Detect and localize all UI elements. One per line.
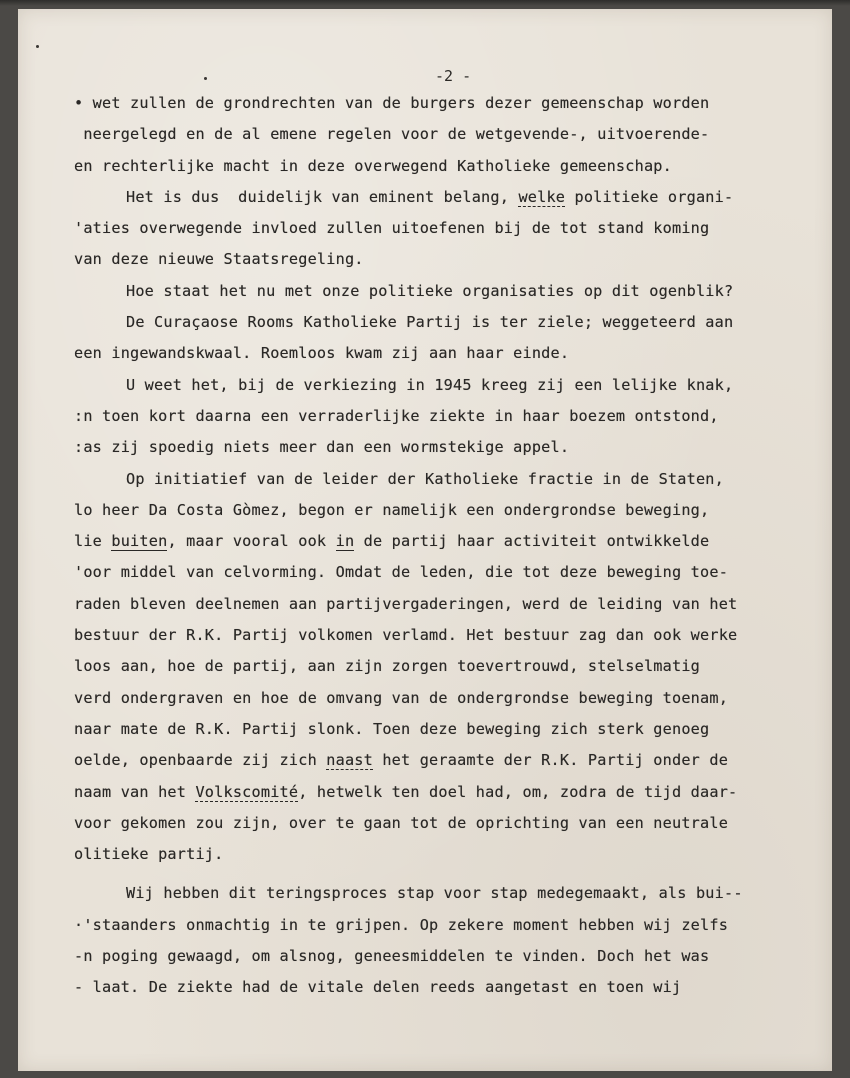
text-segment: • wet zullen de grondrechten van de burgers dezer gemeenschap worden [74,94,710,112]
text-segment: oelde, openbaarde zij zich [74,751,327,770]
text-segment: olitieke partij. [74,845,224,864]
text-line [74,182,774,213]
text-line [74,88,774,119]
text-line [74,972,774,1003]
text-segment: loos aan, hoe de partij, aan zijn zorgen toevertrouwd, stelselmatig [74,657,701,676]
text-segment: Op initiatief van de leider der Katholieke fractie in de Staten, [126,469,724,488]
text-segment: 'aties overwegende invloed zullen uitoefenen bij de tot stand koming [74,219,710,238]
text-line [74,464,774,495]
document-body [74,88,774,1004]
text-line [74,683,774,714]
text-segment: Hoe staat het nu met onze politieke organisaties op dit ogenblik? [126,281,734,300]
underlined-word: buiten [111,532,168,551]
text-line [74,745,774,776]
text-segment: U weet het, bij de verkiezing in 1945 kreeg zij een lelijke knak, [126,375,734,394]
text-segment: verd ondergraven en hoe de omvang van de ondergrondse beweging toenam, [74,688,729,707]
underlined-word: in [335,532,355,551]
text-line [74,213,774,244]
text-line [74,526,774,557]
text-line [74,276,774,307]
text-line [74,878,774,909]
text-line [74,651,774,682]
text-line [74,808,774,839]
text-segment: het geraamte der R.K. Partij onder de [373,751,729,770]
text-line [74,589,774,620]
text-segment: voor gekomen zou zijn, over te gaan tot de oprichting van een neutrale [74,813,729,832]
text-line [74,910,774,941]
text-line [74,839,774,870]
text-line [74,119,774,150]
text-segment: raden bleven deelnemen aan partijvergaderingen, werd de leiding van het [74,594,738,613]
text-line [74,620,774,651]
text-segment: -n poging gewaagd, om alsnog, geneesmiddelen te vinden. Doch het was [74,947,710,966]
text-line [74,941,774,972]
text-segment: Het is dus duidelijk van eminent belang, [126,187,519,206]
text-segment: neergelegd en de al emene regelen voor de wetgevende-, uitvoerende- [74,125,710,144]
text-line [74,777,774,808]
text-segment: , maar vooral ook [167,532,336,551]
text-segment: 'oor middel van celvorming. Omdat de leden, die tot deze beweging toe- [74,563,729,582]
text-segment: naar mate de R.K. Partij slonk. Toen deze beweging zich sterk genoeg [74,719,710,738]
text-segment: een ingewandskwaal. Roemloos kwam zij aan haar einde. [74,344,570,363]
text-segment: bestuur der R.K. Partij volkomen verlamd. Het bestuur zag dan ook werke [74,626,738,645]
text-line [74,370,774,401]
text-segment: en rechterlijke macht in deze overwegend Katholieke gemeenschap. [74,156,672,175]
text-segment: Wij hebben dit teringsproces stap voor stap medegemaakt, als bui-- [126,884,743,903]
text-line [74,401,774,432]
text-line [74,244,774,275]
text-segment: lie [74,532,112,551]
text-segment: van deze nieuwe Staatsregeling. [74,250,364,269]
text-line [74,338,774,369]
text-segment: de partij haar activiteit ontwikkelde [354,532,710,551]
text-segment: De Curaçaose Rooms Katholieke Partij is ter ziele; weggeteerd aan [126,313,734,332]
underlined-word: welke [518,187,566,206]
text-line [74,432,774,463]
text-line [74,714,774,745]
underlined-word: Volkscomité [195,782,299,801]
text-segment: :as zij spoedig niets meer dan een wormstekige appel. [74,438,570,457]
text-segment: :n toen kort daarna een verraderlijke ziekte in haar boezem ontstond, [74,406,719,425]
text-line [74,151,774,182]
text-segment: naam van het [74,782,196,801]
text-segment: - laat. De ziekte had de vitale delen reeds aangetast en toen wij [74,978,682,997]
text-line [74,495,774,526]
paragraph-gap [74,870,774,878]
text-segment: lo heer Da Costa Gòmez, begon er namelijk een ondergrondse beweging, [74,500,710,519]
text-segment: , hetwelk ten doel had, om, zodra de tijd daar- [298,782,738,801]
margin-speck [204,77,207,80]
text-segment: ·'staanders onmachtig in te grijpen. Op zekere moment hebben wij zelfs [74,915,729,934]
text-segment: politieke organi- [565,187,734,206]
page-number: -2 - [435,67,472,85]
text-line [74,307,774,338]
text-line [74,557,774,588]
underlined-word: naast [326,751,373,770]
margin-speck [36,45,39,48]
